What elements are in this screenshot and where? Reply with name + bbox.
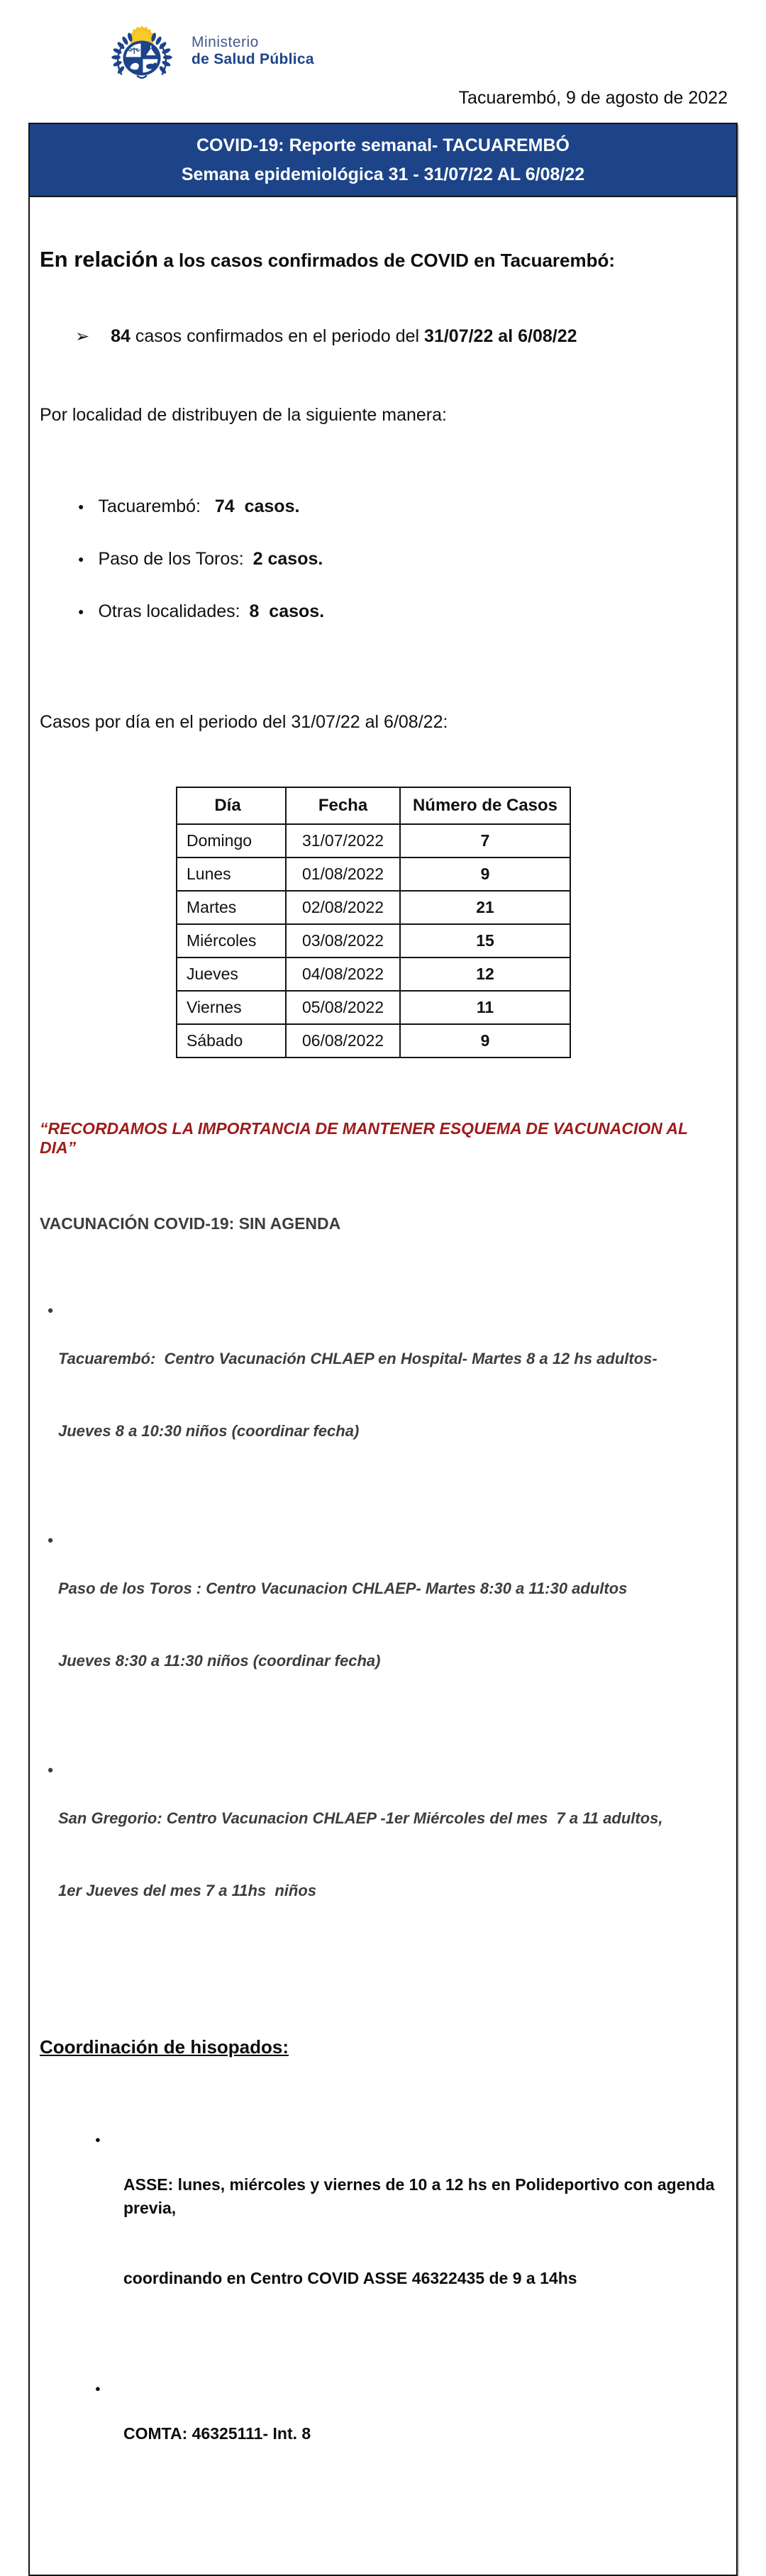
confirmed-period: 31/07/22 al 6/08/22 bbox=[424, 326, 577, 346]
report-title-box bbox=[30, 124, 736, 197]
localities-list bbox=[40, 471, 725, 654]
swab-item-line: ● COMTA: 46325111- Int. 8 bbox=[123, 2424, 311, 2443]
uruguay-coat-of-arms-icon bbox=[104, 24, 180, 84]
cell-day: Viernes bbox=[177, 991, 286, 1024]
locality-label: Tacuarembó: bbox=[98, 496, 211, 516]
vaccination-item-line: • Tacuarembó: Centro Vacunación CHLAEP en Hospital- Martes 8 a 12 hs adultos- bbox=[58, 1350, 657, 1367]
table-row bbox=[177, 957, 570, 991]
locality-label: Otras localidades: bbox=[98, 601, 245, 621]
cell-date: 02/08/2022 bbox=[286, 891, 400, 924]
report-title-line2: Semana epidemiológica 31 - 31/07/22 AL 6/08/22 bbox=[181, 164, 585, 184]
cell-cases: 12 bbox=[400, 957, 570, 991]
confirmed-heading-emphasis: En relación bbox=[40, 247, 159, 272]
confirmed-count: 84 bbox=[111, 326, 131, 346]
table-row bbox=[177, 924, 570, 957]
locality-value: 74 casos. bbox=[214, 496, 300, 516]
shield-icon bbox=[124, 42, 159, 74]
report-box bbox=[28, 123, 738, 2576]
vaccination-item-line: • San Gregorio: Centro Vacunacion CHLAEP -1er Miércoles del mes 7 a 11 adultos, bbox=[58, 1809, 663, 1827]
cell-cases: 9 bbox=[400, 857, 570, 891]
list-item bbox=[78, 549, 725, 570]
vaccination-list bbox=[40, 1262, 725, 1988]
cell-date: 04/08/2022 bbox=[286, 957, 400, 991]
confirmed-text: casos confirmados en el periodo del bbox=[130, 326, 425, 346]
table-header-row bbox=[177, 787, 570, 824]
cell-day: Sábado bbox=[177, 1024, 286, 1057]
list-item bbox=[78, 601, 725, 622]
daily-cases-table bbox=[176, 787, 571, 1058]
column-header-day: Día bbox=[177, 787, 286, 824]
vaccination-heading: VACUNACIÓN COVID-19: SIN AGENDA bbox=[40, 1214, 341, 1233]
cell-day: Jueves bbox=[177, 957, 286, 991]
cell-cases: 21 bbox=[400, 891, 570, 924]
cell-cases: 7 bbox=[400, 824, 570, 857]
cell-date: 05/08/2022 bbox=[286, 991, 400, 1024]
confirmed-cases-heading bbox=[40, 247, 725, 272]
table-row bbox=[177, 1024, 570, 1057]
vaccination-item-line: Jueves 8 a 10:30 niños (coordinar fecha) bbox=[58, 1422, 360, 1440]
cell-day: Lunes bbox=[177, 857, 286, 891]
column-header-date: Fecha bbox=[286, 787, 400, 824]
list-item bbox=[123, 2126, 725, 2337]
document-date: Tacuarembó, 9 de agosto de 2022 bbox=[458, 88, 728, 108]
list-item bbox=[78, 496, 725, 517]
list-item bbox=[58, 1299, 725, 1492]
vaccination-item-line: 1er Jueves del mes 7 a 11hs niños bbox=[58, 1882, 317, 1899]
locality-label: Paso de los Toros: bbox=[98, 549, 249, 569]
cell-day: Miércoles bbox=[177, 924, 286, 957]
confirmed-cases-line bbox=[75, 326, 725, 347]
ministry-letterhead bbox=[0, 0, 766, 84]
cell-date: 31/07/2022 bbox=[286, 824, 400, 857]
arrow-bullet-icon: ➢ bbox=[75, 327, 90, 346]
swab-coordination-list bbox=[40, 2088, 725, 2531]
report-body bbox=[30, 197, 736, 2575]
table-row bbox=[177, 857, 570, 891]
cell-cases: 15 bbox=[400, 924, 570, 957]
swab-item-line: coordinando en Centro COVID ASSE 46322435 de 9 a 14hs bbox=[123, 2269, 577, 2287]
vaccination-reminder-text: “RECORDAMOS LA IMPORTANCIA DE MANTENER ESQUEMA DE VACUNACION AL DIA” bbox=[40, 1119, 693, 1157]
cell-day: Domingo bbox=[177, 824, 286, 857]
table-row bbox=[177, 824, 570, 857]
table-row bbox=[177, 891, 570, 924]
cell-cases: 11 bbox=[400, 991, 570, 1024]
cell-date: 03/08/2022 bbox=[286, 924, 400, 957]
cell-day: Martes bbox=[177, 891, 286, 924]
swab-coordination-heading: Coordinación de hisopados: bbox=[40, 2036, 289, 2058]
table-row bbox=[177, 991, 570, 1024]
daily-cases-intro: Casos por día en el periodo del 31/07/22 al 6/08/22: bbox=[40, 712, 448, 732]
cell-date: 01/08/2022 bbox=[286, 857, 400, 891]
laurel-bow-icon bbox=[137, 75, 147, 77]
confirmed-heading-rest: a los casos confirmados de COVID en Tacuarembó: bbox=[158, 250, 616, 271]
list-item bbox=[123, 2375, 725, 2492]
cell-date: 06/08/2022 bbox=[286, 1024, 400, 1057]
cell-cases: 9 bbox=[400, 1024, 570, 1057]
ministry-name-line1: Ministerio bbox=[192, 34, 259, 50]
vaccination-item-line: Jueves 8:30 a 11:30 niños (coordinar fecha) bbox=[58, 1652, 381, 1670]
column-header-cases: Número de Casos bbox=[400, 787, 570, 824]
localities-intro: Por localidad de distribuyen de la siguiente manera: bbox=[40, 405, 447, 425]
swab-item-line: ● ASSE: lunes, miércoles y viernes de 10 a 12 hs en Polideportivo con agenda previa, bbox=[123, 2175, 719, 2217]
vaccination-item-line: • Paso de los Toros : Centro Vacunacion CHLAEP- Martes 8:30 a 11:30 adultos bbox=[58, 1580, 628, 1597]
report-title-line1: COVID-19: Reporte semanal- TACUAREMBÓ bbox=[196, 135, 570, 155]
ministry-name-line2: de Salud Pública bbox=[192, 50, 314, 67]
list-item bbox=[58, 1758, 725, 1951]
locality-value: 8 casos. bbox=[249, 601, 325, 621]
list-item bbox=[58, 1528, 725, 1721]
locality-value: 2 casos. bbox=[252, 549, 323, 569]
